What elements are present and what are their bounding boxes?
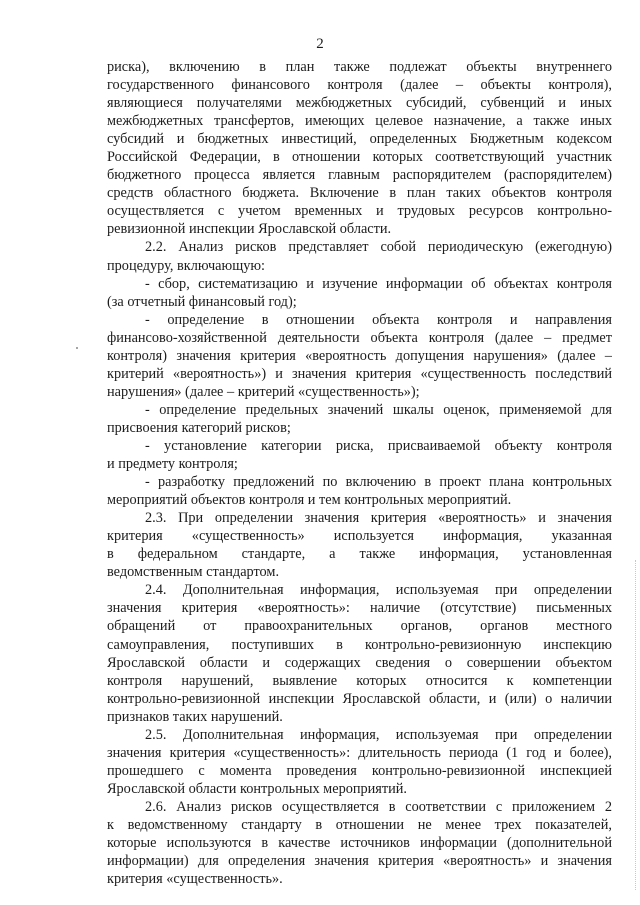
text-line: осуществляется с учетом временных и трудовых ресурсов контрольно- [107, 203, 612, 220]
text-line: прошедшего с момента проведения контрольно-ревизионной инспекцией [107, 762, 612, 779]
text-line: в федеральном стандарте, а также информация, установленная [107, 546, 612, 563]
text-line: риска), включению в план также подлежат объекты внутреннего [107, 59, 612, 75]
text-line: 2.5. Дополнительная информация, используемая при определении [145, 726, 612, 743]
text-line: контроля) значения критерия «вероятность допущения нарушения» (далее – [107, 347, 612, 364]
text-line: субсидий и бюджетных инвестиций, определенных Бюджетным кодексом [107, 131, 612, 148]
page-number: 2 [316, 36, 324, 52]
text-line: присвоения категорий рисков; [107, 419, 291, 436]
text-line: средств областного бюджета. Включение в план таких объектов контроля [107, 185, 612, 202]
text-line: - определение в отношении объекта контроля и направления [145, 311, 612, 328]
text-line: 2.6. Анализ рисков осуществляется в соответствии с приложением 2 [145, 798, 612, 815]
text-line: мероприятий объектов контроля и тем контрольных мероприятий. [107, 492, 512, 509]
text-line: которые используются в качестве источников информации (дополнительной [107, 835, 612, 852]
text-line: - разработку предложений по включению в проект плана контрольных [145, 474, 612, 491]
text-line: Ярославской области и содержащих сведения о совершении объектом [107, 654, 612, 671]
text-line: самоуправления, поступивших в контрольно-ревизионную инспекцию [107, 636, 612, 653]
text-line: критерия «существенность». [107, 871, 283, 888]
text-line: обращений от правоохранительных органов, органов местного [107, 618, 612, 635]
text-line: процедуру, включающую: [107, 257, 265, 274]
text-line: Ярославской области контрольных мероприятий. [107, 780, 408, 797]
text-line: - установление категории риска, присваиваемой объекту контроля [145, 437, 612, 454]
text-line: и предмету контроля; [107, 456, 238, 473]
text-line: Российской Федерации, в отношении которых соответствующий участник [107, 149, 612, 166]
text-line: контроля нарушений, выявление которых относится к компетенции [107, 672, 612, 689]
text-line: финансово-хозяйственной деятельности объекта контроля (далее – предмет [107, 329, 612, 346]
document-body [107, 58, 612, 888]
text-line: - определение предельных значений шкалы оценок, применяемой для [145, 401, 612, 418]
text-line: (за отчетный финансовый год); [107, 293, 297, 310]
text-line: значения критерия «вероятность»: наличие (отсутствие) письменных [107, 600, 612, 617]
text-line: государственного финансового контроля (далее – объекты контроля), [107, 77, 612, 94]
text-line: значения критерия «существенность»: длительность периода (1 год и более), [107, 744, 612, 761]
text-line: ревизионной инспекции Ярославской области. [107, 221, 392, 238]
scan-speck [76, 347, 78, 349]
text-line: информации) для определения значения критерия «вероятность» и значения [107, 853, 612, 870]
text-line: являющиеся получателями межбюджетных субсидий, субвенций и иных [107, 95, 612, 112]
text-line: признаков таких нарушений. [107, 708, 283, 725]
text-line: 2.3. При определении значения критерия «вероятность» и значения [145, 510, 612, 527]
scan-edge-artifact [632, 560, 636, 890]
text-line: критерия «существенность» используется информация, указанная [107, 528, 612, 545]
text-line: критерий «вероятность») и значения критерия «существенность последствий [107, 365, 612, 382]
text-line: 2.4. Дополнительная информация, используемая при определении [145, 582, 612, 599]
text-line: нарушения» (далее – критерий «существенность»); [107, 383, 420, 400]
text-line: межбюджетных трансфертов, имеющих целевое назначение, а также иных [107, 113, 612, 130]
text-line: - сбор, систематизацию и изучение информации об объектах контроля [145, 275, 612, 292]
text-line: ведомственным стандартом. [107, 564, 280, 581]
text-line: к ведомственному стандарту в отношении не менее трех показателей, [107, 816, 612, 833]
text-line: 2.2. Анализ рисков представляет собой периодическую (ежегодную) [145, 239, 612, 256]
text-line: бюджетного процесса является главным распорядителем (распорядителем) [107, 167, 612, 184]
text-line: контрольно-ревизионной инспекции Ярославской области, и (или) о наличии [107, 690, 612, 707]
